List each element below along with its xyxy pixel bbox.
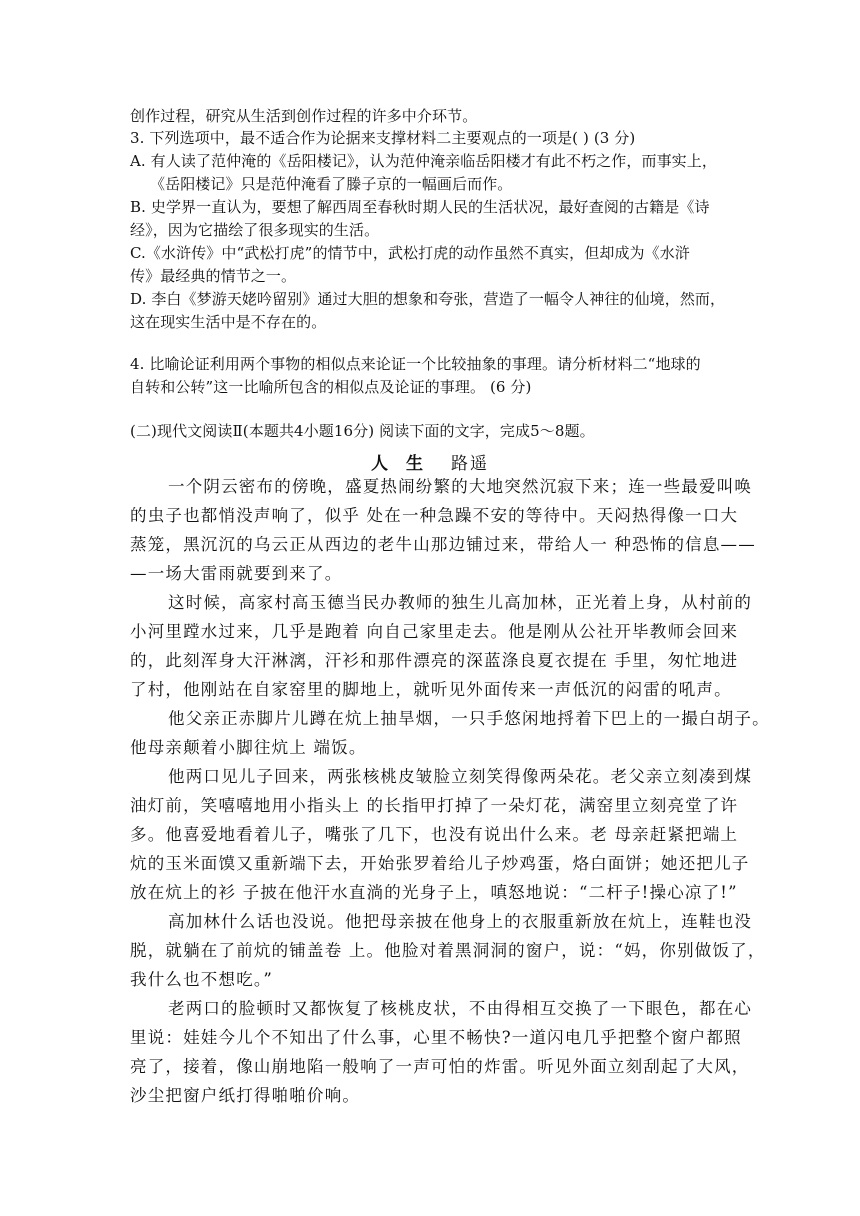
story-line: 多。他喜爱地看着儿子，嘴张了几下，也没有说出什么来。老 母亲赶紧把端上 (130, 825, 739, 844)
option-a-line-1: A. 有人读了范仲淹的《岳阳楼记》，认为范仲淹亲临岳阳楼才有此不朽之作，而事实上， (130, 152, 717, 170)
story-line: 脱，就躺在了前炕的铺盖卷 上。他脸对着黑洞洞的窗户，说：“妈，你别做饭了， (130, 941, 766, 960)
story-author: 路遥 (450, 454, 489, 474)
story-line: 亮了，接着，像山崩地陷一般响了一声可怕的炸雷。听见外面立刻刮起了大风， (130, 1057, 750, 1076)
story-line: 他母亲颠着小脚往炕上 端饭。 (130, 738, 367, 757)
story-line: 他父亲正赤脚片儿蹲在炕上抽旱烟，一只手悠闲地捋着下巴上的一撮白胡子。 (168, 709, 770, 728)
story-line: 沙尘把窗户纸打得啪啪价响。 (130, 1086, 361, 1105)
option-d-line-1: D. 李白《梦游天姥吟留别》通过大胆的想象和夸张，营造了一幅令人神往的仙境，然而， (130, 290, 726, 308)
story-line: —一场大雷雨就要到来了。 (130, 564, 343, 583)
material-continuation: 创作过程，研究从生活到创作过程的许多中介环节。 (130, 107, 478, 125)
story-title: 人 生 (371, 454, 429, 474)
story-line: 了村，他刚站在自家窑里的脚地上，就听见外面传来一声低沉的闷雷的吼声。 (130, 680, 732, 699)
story-line: 我什么也不想吃。” (130, 970, 273, 989)
question-4-line-1: 4. 比喻论证利用两个事物的相似点来论证一个比较抽象的事理。请分析材料二“地球的 (130, 355, 701, 373)
story-title-block (0, 449, 860, 474)
option-a-line-2: 《岳阳楼记》只是范仲淹看了滕子京的一幅画后而作。 (150, 175, 513, 193)
story-line: 的，此刻浑身大汗淋漓，汗衫和那件漂亮的深蓝涤良夏衣提在 手里，匆忙地进 (130, 651, 739, 670)
section-2-heading: (二)现代文阅读Ⅱ(本题共4小题16分) 阅读下面的文字，完成5～8题。 (130, 422, 595, 440)
question-3-stem: 3. 下列选项中，最不适合作为论据来支撑材料二主要观点的一项是( ) (3 分) (130, 129, 636, 147)
story-line: 老两口的脸顿时又都恢复了核桃皮状，不由得相互交换了一下眼色，都在心 (168, 999, 753, 1018)
story-line: 一个阴云密布的傍晚，盛夏热闹纷繁的大地突然沉寂下来；连一些最爱叫唤 (168, 477, 753, 496)
question-4-line-2: 自转和公转”这一比喻所包含的相似点及论证的事理。 (6 分) (130, 378, 532, 396)
story-line: 他两口见儿子回来，两张核桃皮皱脸立刻笑得像两朵花。老父亲立刻凑到煤 (168, 767, 753, 786)
option-c-line-1: C.《水浒传》中“武松打虎”的情节中，武松打虎的动作虽然不真实，但却成为《水浒 (130, 244, 690, 262)
story-line: 小河里蹚水过来，几乎是跑着 向自己家里走去。他是刚从公社开毕教师会回来 (130, 622, 739, 641)
story-line: 蒸笼，黑沉沉的乌云正从西边的老牛山那边铺过来，带给人一 种恐怖的信息—— (130, 535, 756, 554)
option-b-line-1: B. 史学界一直认为，要想了解西周至春秋时期人民的生活状况，最好查阅的古籍是《诗 (130, 198, 710, 216)
option-c-line-2: 传》最经典的情节之一。 (130, 267, 297, 285)
option-d-line-2: 这在现实生活中是不存在的。 (130, 313, 327, 331)
story-line: 炕的玉米面馍又重新端下去，开始张罗着给儿子炒鸡蛋，烙白面饼；她还把儿子 (130, 854, 750, 873)
option-b-line-2: 经》，因为它描绘了很多现实的生活。 (130, 221, 380, 239)
story-line: 油灯前，笑嘻嘻地用小指头上 的长指甲打掉了一朵灯花，满窑里立刻亮堂了许 (130, 796, 739, 815)
story-line: 高加林什么话也没说。他把母亲披在他身上的衣服重新放在炕上，连鞋也没 (168, 912, 753, 931)
story-line: 这时候，高家村高玉德当民办教师的独生儿高加林，正光着上身，从村前的 (168, 593, 753, 612)
story-line: 里说：娃娃今儿个不知出了什么事，心里不畅快?一道闪电几乎把整个窗户都照 (130, 1028, 742, 1047)
story-line: 放在炕上的衫 子披在他汗水直淌的光身子上，嗔怒地说：“二杆子!操心凉了!” (130, 883, 738, 902)
story-line: 的虫子也都悄没声响了，似乎 处在一种急躁不安的等待中。天闷热得像一口大 (130, 506, 739, 525)
